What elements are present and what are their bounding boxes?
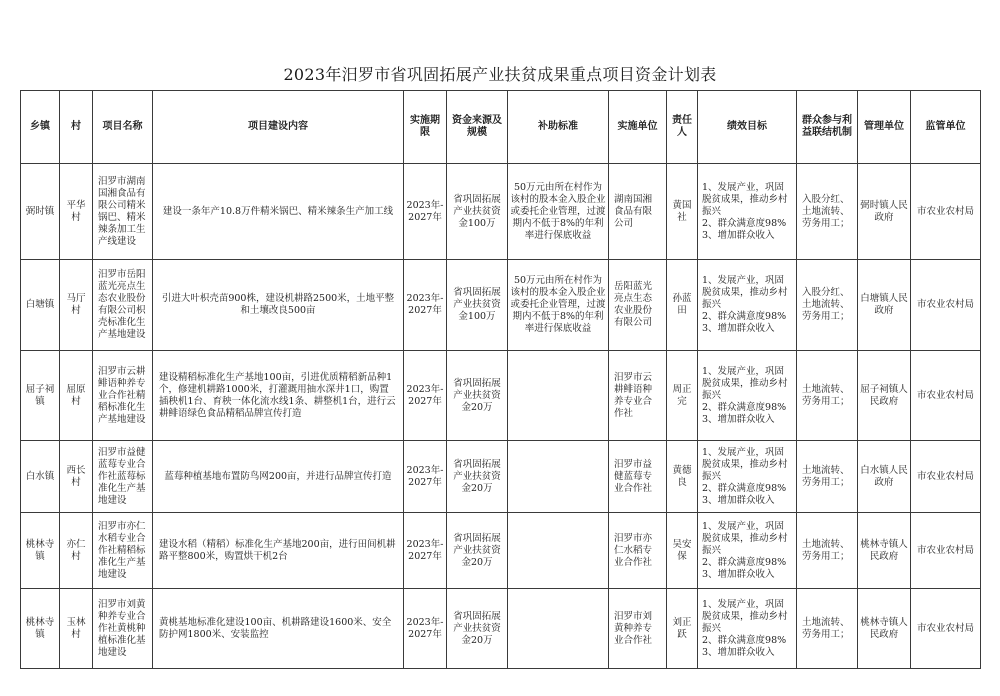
cell-person: 吴安保 (667, 513, 698, 589)
cell-village: 平华村 (60, 164, 93, 260)
cell-funding: 省巩固拓展产业扶贫资金20万 (447, 441, 508, 513)
cell-content: 建设精稻标准化生产基地100亩，引进优质精稻新品种1个，修建机耕路1000米，打灌溉用抽水深井1口，购置插秧机1台、育秧一体化流水线1条、耕整机1台，进行云耕鲱语绿色食品精稻品牌宣传打造 (153, 351, 404, 441)
cell-unit: 汨罗市益健蓝莓专业合作社 (609, 441, 667, 513)
cell-village: 西长村 (60, 441, 93, 513)
cell-mechanism: 土地流转、劳务用工； (797, 441, 858, 513)
cell-supervisor: 市农业农村局 (911, 260, 981, 351)
cell-project-name: 汨罗市亦仁水稻专业合作社精稻标准化生产基地建设 (93, 513, 153, 589)
cell-admin: 屈子祠镇人民政府 (858, 351, 911, 441)
header-project-name: 项目名称 (93, 91, 153, 164)
cell-unit: 岳阳蓝光亮点生态农业股份有限公司 (609, 260, 667, 351)
cell-person: 孙蓝田 (667, 260, 698, 351)
cell-funding: 省巩固拓展产业扶贫资金20万 (447, 589, 508, 669)
header-subsidy: 补助标准 (508, 91, 609, 164)
cell-project-name: 汨罗市刘黄种养专业合作社黄桃种植标准化基地建设 (93, 589, 153, 669)
cell-mechanism: 入股分红、土地流转、劳务用工； (797, 260, 858, 351)
funding-plan-table (20, 90, 981, 669)
cell-content: 引进大叶枳壳苗900株，建设机耕路2500米，土地平整和土壤改良500亩 (153, 260, 404, 351)
cell-admin: 白塘镇人民政府 (858, 260, 911, 351)
cell-township: 屈子祠镇 (21, 351, 60, 441)
cell-subsidy: 50万元由所在村作为该村的股本金入股企业或委托企业管理，过渡期内不低于8%的年利率进行保底收益 (508, 260, 609, 351)
cell-unit: 汨罗市云耕鲱语种养专业合作社 (609, 351, 667, 441)
cell-admin: 桃林寺镇人民政府 (858, 589, 911, 669)
cell-unit: 汨罗市亦仁水稻专业合作社 (609, 513, 667, 589)
cell-supervisor: 市农业农村局 (911, 589, 981, 669)
cell-period: 2023年-2027年 (404, 441, 447, 513)
cell-supervisor: 市农业农村局 (911, 441, 981, 513)
cell-goals: 1、发展产业，巩固脱贫成果，推动乡村振兴 2、群众满意度98% 3、增加群众收入 (698, 164, 797, 260)
cell-subsidy (508, 589, 609, 669)
cell-funding: 省巩固拓展产业扶贫资金100万 (447, 260, 508, 351)
header-village: 村 (60, 91, 93, 164)
header-row (21, 91, 981, 164)
cell-project-name: 汨罗市湖南国湘食品有限公司精米锅巴、精米辣条加工生产线建设 (93, 164, 153, 260)
cell-supervisor: 市农业农村局 (911, 351, 981, 441)
cell-goals: 1、发展产业，巩固脱贫成果，推动乡村振兴 2、群众满意度98% 3、增加群众收入 (698, 589, 797, 669)
header-funding: 资金来源及规模 (447, 91, 508, 164)
cell-period: 2023年-2027年 (404, 589, 447, 669)
cell-mechanism: 土地流转、劳务用工； (797, 351, 858, 441)
cell-project-name: 汨罗市岳阳蓝光亮点生态农业股份有限公司枳壳标准化生产基地建设 (93, 260, 153, 351)
cell-supervisor: 市农业农村局 (911, 164, 981, 260)
cell-subsidy (508, 351, 609, 441)
cell-subsidy: 50万元由所在村作为该村的股本金入股企业或委托企业管理，过渡期内不低于8%的年利率进行保底收益 (508, 164, 609, 260)
cell-person: 黄德良 (667, 441, 698, 513)
cell-supervisor: 市农业农村局 (911, 513, 981, 589)
cell-admin: 桃林寺镇人民政府 (858, 513, 911, 589)
cell-mechanism: 土地流转、劳务用工； (797, 513, 858, 589)
cell-goals: 1、发展产业，巩固脱贫成果，推动乡村振兴 2、群众满意度98% 3、增加群众收入 (698, 260, 797, 351)
cell-unit: 湖南国湘食品有限公司 (609, 164, 667, 260)
cell-project-name: 汨罗市益健蓝莓专业合作社蓝莓标准化生产基地建设 (93, 441, 153, 513)
cell-period: 2023年-2027年 (404, 513, 447, 589)
cell-goals: 1、发展产业，巩固脱贫成果，推动乡村振兴 2、群众满意度98% 3、增加群众收入 (698, 441, 797, 513)
cell-person: 周正完 (667, 351, 698, 441)
cell-village: 屈原村 (60, 351, 93, 441)
cell-subsidy (508, 513, 609, 589)
cell-person: 黄国社 (667, 164, 698, 260)
cell-admin: 白水镇人民政府 (858, 441, 911, 513)
header-admin: 管理单位 (858, 91, 911, 164)
table-row (21, 441, 981, 513)
cell-period: 2023年-2027年 (404, 260, 447, 351)
header-goals: 绩效目标 (698, 91, 797, 164)
cell-village: 马厅村 (60, 260, 93, 351)
cell-village: 玉林村 (60, 589, 93, 669)
table-row (21, 260, 981, 351)
table-row (21, 513, 981, 589)
cell-project-name: 汨罗市云耕鲱语种养专业合作社精稻标准化生产基地建设 (93, 351, 153, 441)
table-row (21, 589, 981, 669)
cell-mechanism: 入股分红、土地流转、劳务用工； (797, 164, 858, 260)
header-township: 乡镇 (21, 91, 60, 164)
header-person: 责任人 (667, 91, 698, 164)
table-row (21, 351, 981, 441)
cell-content: 蓝莓种植基地布置防鸟网200亩，并进行品牌宣传打造 (153, 441, 404, 513)
cell-township: 桃林寺镇 (21, 589, 60, 669)
cell-village: 亦仁村 (60, 513, 93, 589)
header-content: 项目建设内容 (153, 91, 404, 164)
cell-funding: 省巩固拓展产业扶贫资金100万 (447, 164, 508, 260)
cell-township: 白塘镇 (21, 260, 60, 351)
document-title: 2023年汨罗市省巩固拓展产业扶贫成果重点项目资金计划表 (283, 65, 717, 84)
header-mechanism: 群众参与利益联结机制 (797, 91, 858, 164)
cell-mechanism: 土地流转、劳务用工； (797, 589, 858, 669)
cell-unit: 汨罗市刘黄种养专业合作社 (609, 589, 667, 669)
table-row (21, 164, 981, 260)
cell-township: 白水镇 (21, 441, 60, 513)
cell-funding: 省巩固拓展产业扶贫资金20万 (447, 513, 508, 589)
cell-period: 2023年-2027年 (404, 351, 447, 441)
cell-content: 建设水稻（精稻）标准化生产基地200亩，进行田间机耕路平整800米，购置烘干机2台 (153, 513, 404, 589)
cell-subsidy (508, 441, 609, 513)
cell-content: 黄桃基地标准化建设100亩、机耕路建设1600米、安全防护网1800米、安装监控 (153, 589, 404, 669)
cell-goals: 1、发展产业，巩固脱贫成果，推动乡村振兴 2、群众满意度98% 3、增加群众收入 (698, 513, 797, 589)
cell-person: 刘正跃 (667, 589, 698, 669)
header-unit: 实施单位 (609, 91, 667, 164)
cell-township: 桃林寺镇 (21, 513, 60, 589)
header-supervisor: 监管单位 (911, 91, 981, 164)
cell-goals: 1、发展产业，巩固脱贫成果，推动乡村振兴 2、群众满意度98% 3、增加群众收入 (698, 351, 797, 441)
cell-period: 2023年-2027年 (404, 164, 447, 260)
header-period: 实施期限 (404, 91, 447, 164)
cell-content: 建设一条年产10.8万件精米锅巴、精米辣条生产加工线 (153, 164, 404, 260)
cell-admin: 弼时镇人民政府 (858, 164, 911, 260)
cell-funding: 省巩固拓展产业扶贫资金20万 (447, 351, 508, 441)
cell-township: 弼时镇 (21, 164, 60, 260)
